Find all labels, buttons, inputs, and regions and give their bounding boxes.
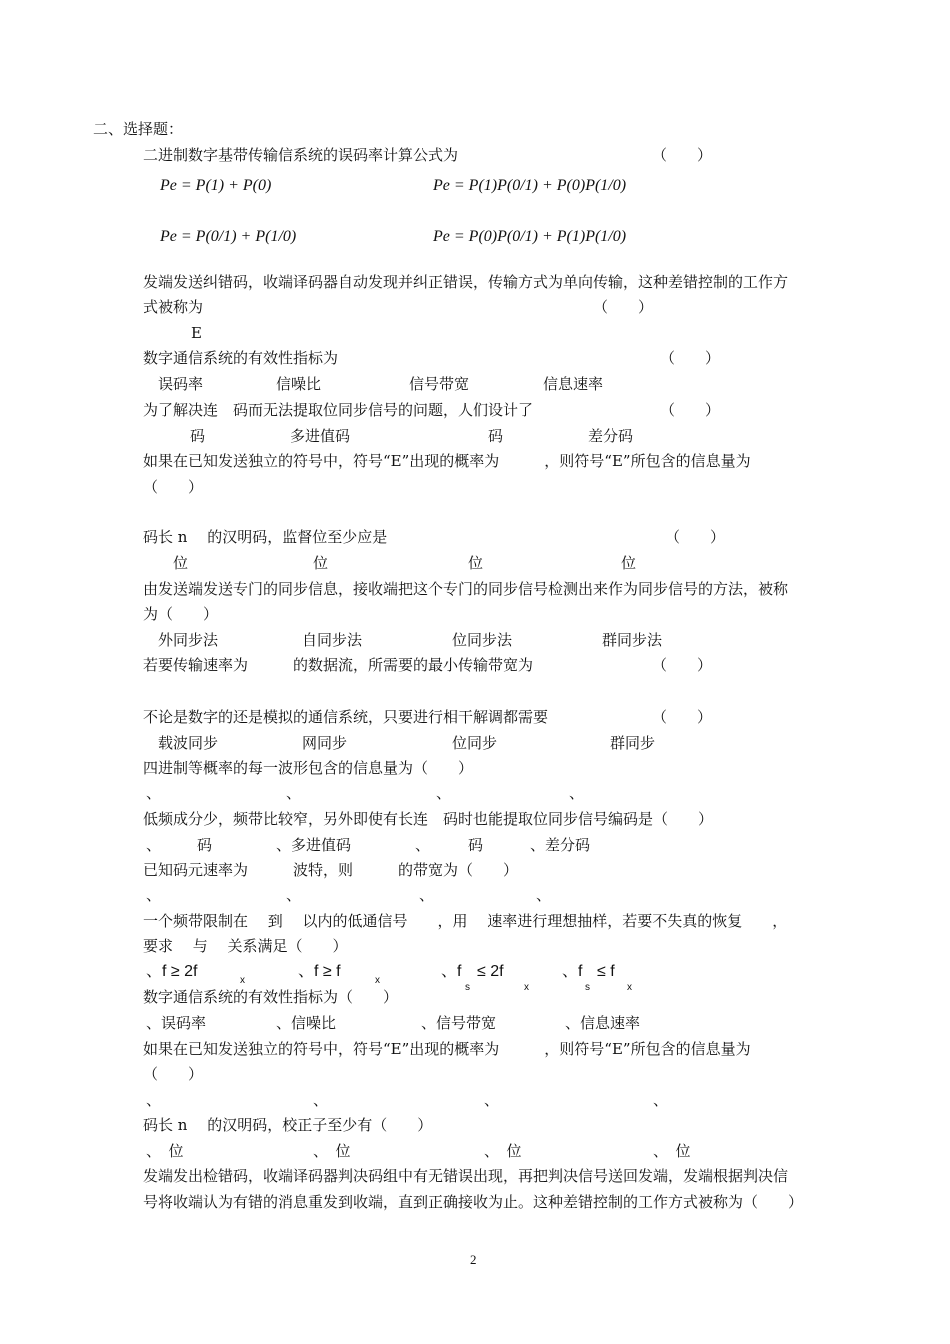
question-14-option: 、误码率 bbox=[146, 1014, 207, 1032]
question-15-line-2: （ ） bbox=[143, 1065, 204, 1083]
question-3-option: 误码率 bbox=[158, 375, 204, 393]
question-16-option: 、 位 bbox=[313, 1142, 351, 1160]
question-6-option: 位 bbox=[468, 554, 484, 572]
question-10-mark: 、 bbox=[436, 784, 452, 802]
question-13-option-b: 、f ≥ f bbox=[298, 963, 341, 980]
question-15-mark: 、 bbox=[653, 1091, 669, 1109]
question-9-option: 群同步 bbox=[610, 734, 656, 752]
question-11-option: 、多进值码 bbox=[276, 836, 352, 854]
question-4-option: 码 bbox=[190, 427, 206, 445]
question-16-option: 、 位 bbox=[484, 1142, 522, 1160]
question-15-mark: 、 bbox=[146, 1091, 162, 1109]
question-13-option-c: 、f bbox=[441, 963, 462, 980]
question-4-option: 多进值码 bbox=[290, 427, 351, 445]
question-10-mark: 、 bbox=[569, 784, 585, 802]
question-15-mark: 、 bbox=[484, 1091, 500, 1109]
question-13-option-d-rest: ≤ f bbox=[597, 963, 615, 980]
question-10-mark: 、 bbox=[146, 784, 162, 802]
question-10-stem: 四进制等概率的每一波形包含的信息量为（ ） bbox=[143, 759, 474, 777]
question-2-paren: （ ） bbox=[593, 298, 654, 316]
section-title: 二、选择题： bbox=[93, 120, 184, 138]
question-13-subscript: s bbox=[465, 982, 470, 993]
question-16-option: 、 位 bbox=[146, 1142, 184, 1160]
question-12-mark: 、 bbox=[419, 886, 435, 904]
question-11-stem: 低频成分少，频带比较窄，另外即使有长连 码时也能提取位同步信号编码是（ ） bbox=[143, 810, 714, 828]
question-9-option: 载波同步 bbox=[158, 734, 219, 752]
question-7-line-1: 由发送端发送专门的同步信息，接收端把这个专门的同步信号检测出来作为同步信号的方法，被称 bbox=[143, 580, 789, 598]
question-11-option: 、 bbox=[146, 836, 162, 854]
question-9-stem: 不论是数字的还是模拟的通信系统，只要进行相干解调都需要 bbox=[143, 708, 549, 726]
question-11-option: 、 bbox=[415, 836, 431, 854]
question-13-line-2: 要求 与 关系满足（ ） bbox=[143, 937, 348, 955]
question-13-option-d: 、f bbox=[562, 963, 583, 980]
question-5-line-1: 如果在已知发送独立的符号中，符号“E”出现的概率为 ，则符号“E”所包含的信息量为 bbox=[143, 452, 751, 470]
question-9-paren: （ ） bbox=[652, 708, 713, 726]
formula-option-c: Pe = P(0/1) + P(1/0) bbox=[160, 228, 297, 245]
question-11-option: 、差分码 bbox=[530, 836, 591, 854]
question-15-line-1: 如果在已知发送独立的符号中，符号“E”出现的概率为 ，则符号“E”所包含的信息量为 bbox=[143, 1040, 751, 1058]
formula-option-a: Pe = P(1) + P(0) bbox=[160, 177, 272, 194]
question-2-line-1: 发端发送纠错码，收端译码器自动发现并纠正错误，传输方式为单向传输，这种差错控制的工作方 bbox=[143, 273, 789, 291]
question-3-stem: 数字通信系统的有效性指标为 bbox=[143, 349, 339, 367]
question-11-option: 码 bbox=[197, 836, 213, 854]
question-13-subscript: x bbox=[240, 975, 245, 986]
question-13-subscript: s bbox=[585, 982, 590, 993]
question-11-option: 码 bbox=[468, 836, 484, 854]
question-17-line-1: 发端发出检错码，收端译码器判决码组中有无错误出现，再把判决信号送回发端，发端根据判决信 bbox=[143, 1167, 789, 1185]
question-6-option: 位 bbox=[621, 554, 637, 572]
question-4-paren: （ ） bbox=[660, 401, 721, 419]
question-6-option: 位 bbox=[313, 554, 329, 572]
question-17-line-2: 号将收端认为有错的消息重发到收端，直到正确接收为止。这种差错控制的工作方式被称为（ ） bbox=[143, 1193, 804, 1211]
question-7-line-2: 为（ ） bbox=[143, 605, 219, 623]
question-9-option: 网同步 bbox=[302, 734, 348, 752]
question-16-option: 、 位 bbox=[653, 1142, 691, 1160]
question-14-option: 、信号带宽 bbox=[421, 1014, 497, 1032]
question-14-stem: 数字通信系统的有效性指标为（ ） bbox=[143, 988, 399, 1006]
question-6-option: 位 bbox=[173, 554, 189, 572]
question-5-line-2: （ ） bbox=[143, 478, 204, 496]
question-7-option: 外同步法 bbox=[158, 631, 219, 649]
question-4-option: 差分码 bbox=[588, 427, 634, 445]
formula-option-d: Pe = P(0)P(0/1) + P(1)P(1/0) bbox=[433, 228, 627, 245]
question-4-option: 码 bbox=[488, 427, 504, 445]
question-10-mark: 、 bbox=[286, 784, 302, 802]
question-3-paren: （ ） bbox=[660, 349, 721, 367]
question-13-subscript: x bbox=[524, 982, 529, 993]
question-3-option: 信息速率 bbox=[543, 375, 604, 393]
question-15-mark: 、 bbox=[313, 1091, 329, 1109]
question-12-mark: 、 bbox=[146, 886, 162, 904]
question-3-option: 信噪比 bbox=[276, 375, 322, 393]
question-13-option-c-rest: ≤ 2f bbox=[477, 963, 504, 980]
question-7-option: 自同步法 bbox=[302, 631, 363, 649]
question-4-stem: 为了解决连 码而无法提取位同步信号的问题，人们设计了 bbox=[143, 401, 534, 419]
question-13-line-1: 一个频带限制在 到 以内的低通信号 ，用 速率进行理想抽样，若要不失真的恢复 ， bbox=[143, 912, 788, 930]
question-8-stem: 若要传输速率为 的数据流，所需要的最小传输带宽为 bbox=[143, 656, 534, 674]
question-16-stem: 码长 n 的汉明码，校正子至少有（ ） bbox=[143, 1116, 433, 1134]
question-1-paren: （ ） bbox=[652, 146, 713, 164]
question-1-stem: 二进制数字基带传输信系统的误码率计算公式为 bbox=[143, 146, 459, 164]
question-9-option: 位同步 bbox=[452, 734, 498, 752]
question-2-line-2: 式被称为 bbox=[143, 298, 204, 316]
question-14-option: 、信息速率 bbox=[565, 1014, 641, 1032]
page-number: 2 bbox=[470, 1252, 477, 1267]
question-2-option: E bbox=[191, 324, 202, 342]
question-7-option: 群同步法 bbox=[602, 631, 663, 649]
question-13-option-a: 、f ≥ 2f bbox=[146, 963, 198, 980]
question-7-option: 位同步法 bbox=[452, 631, 513, 649]
question-14-option: 、信噪比 bbox=[276, 1014, 337, 1032]
question-6-stem: 码长 n 的汉明码，监督位至少应是 bbox=[143, 528, 388, 546]
question-13-subscript: x bbox=[375, 975, 380, 986]
question-13-subscript: x bbox=[627, 982, 632, 993]
question-3-option: 信号带宽 bbox=[409, 375, 470, 393]
formula-option-b: Pe = P(1)P(0/1) + P(0)P(1/0) bbox=[433, 177, 627, 194]
question-12-stem: 已知码元速率为 波特，则 的带宽为（ ） bbox=[143, 861, 519, 879]
question-12-mark: 、 bbox=[536, 886, 552, 904]
question-6-paren: （ ） bbox=[665, 528, 726, 546]
question-8-paren: （ ） bbox=[652, 656, 713, 674]
question-12-mark: 、 bbox=[286, 886, 302, 904]
